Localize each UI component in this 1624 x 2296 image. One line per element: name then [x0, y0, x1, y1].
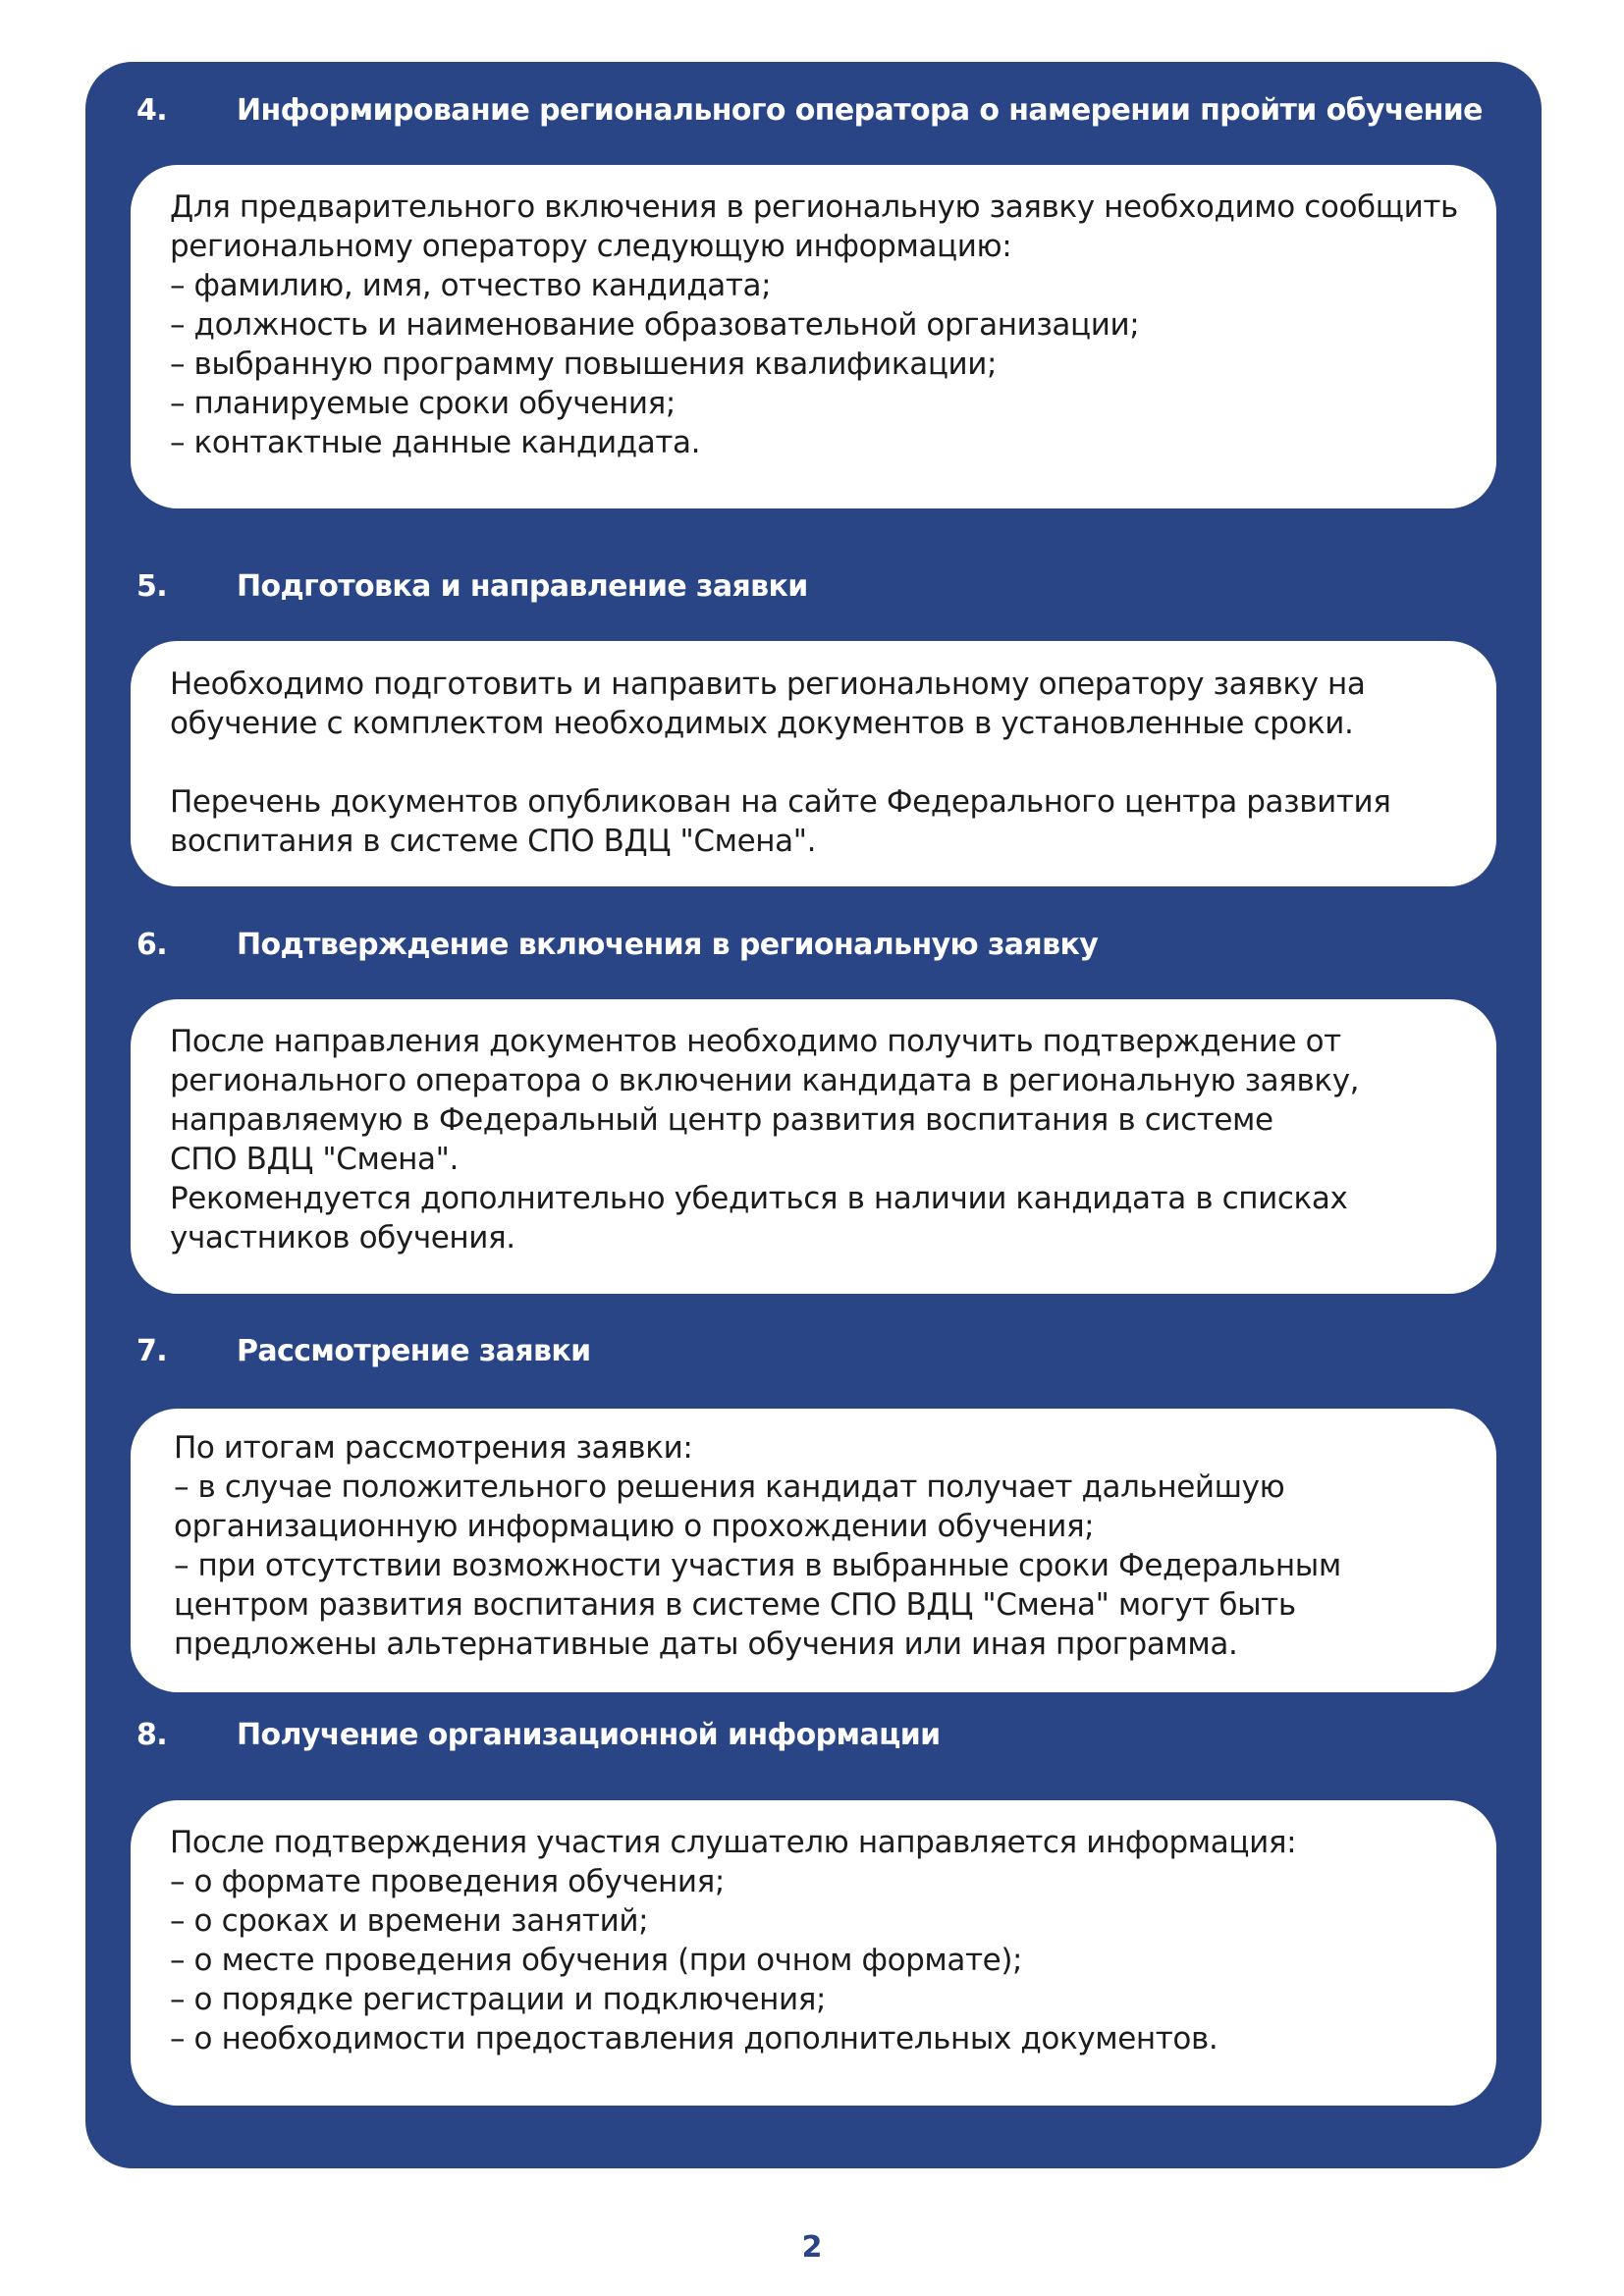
step-7-card: [131, 1409, 1496, 1692]
step-7-number: 7.: [136, 1333, 168, 1368]
step-4-title: Информирование регионального оператора о намерении пройти обучение: [237, 92, 1483, 128]
step-8-number: 8.: [136, 1717, 168, 1752]
step-5-text-1: Необходимо подготовить и направить региональному оператору заявку на обучение с комплектом необходимых документов в установленные сроки.: [170, 667, 1366, 741]
step-6-heading: [136, 923, 1098, 966]
step-6-card: [131, 999, 1496, 1294]
step-8-title: Получение организационной информации: [237, 1717, 941, 1752]
step-8-text: После подтверждения участия слушателю направляется информация: – о формате проведения обучения; – о сроках и времени занятий; – о месте проведения обучения (при очном формате); – о порядке регистрации и подключения; – о необходимости предоставления дополнительных документов.: [170, 1825, 1297, 2056]
page-number: 2: [801, 2230, 823, 2265]
step-6-number: 6.: [136, 927, 168, 962]
step-7-title: Рассмотрение заявки: [237, 1333, 591, 1368]
step-4-heading: [136, 88, 1483, 132]
step-4-text: Для предварительного включения в региональную заявку необходимо сообщить региональному оператору следующую информацию: – фамилию, имя, отчество кандидата; – должность и наименование образовательной организации; – выбранную программу повышения квалификации; – планируемые сроки обучения; – контактные данные кандидата.: [170, 189, 1458, 460]
step-5-number: 5.: [136, 568, 168, 604]
step-8-card: [131, 1800, 1496, 2106]
step-4-card: [131, 165, 1496, 508]
step-7-heading: [136, 1329, 591, 1372]
step-5-title: Подготовка и направление заявки: [237, 568, 808, 604]
step-5-heading: [136, 564, 808, 608]
step-6-title: Подтверждение включения в региональную заявку: [237, 927, 1099, 962]
step-7-text: По итогам рассмотрения заявки: – в случае положительного решения кандидат получает дальнейшую организационную информацию о прохождении обучения; – при отсутствии возможности участия в выбранные сроки Федеральным центром развития воспитания в системе СПО ВДЦ "Смена" могут быть предложены альтернативные даты обучения или иная программа.: [174, 1430, 1341, 1662]
steps-panel: [85, 62, 1542, 2168]
step-4-number: 4.: [136, 92, 168, 128]
step-6-text: После направления документов необходимо получить подтверждение от регионального оператора о включении кандидата в региональную заявку, направляемую в Федеральный центр развития воспитания в системе СПО ВДЦ "Смена". Рекомендуется дополнительно убедиться в наличии кандидата в списках участников обучения.: [170, 1024, 1360, 1255]
step-5-card: [131, 641, 1496, 886]
step-5-text-2: Перечень документов опубликован на сайте Федерального центра развития воспитания в системе СПО ВДЦ "Смена".: [170, 784, 1391, 859]
step-8-heading: [136, 1713, 941, 1756]
